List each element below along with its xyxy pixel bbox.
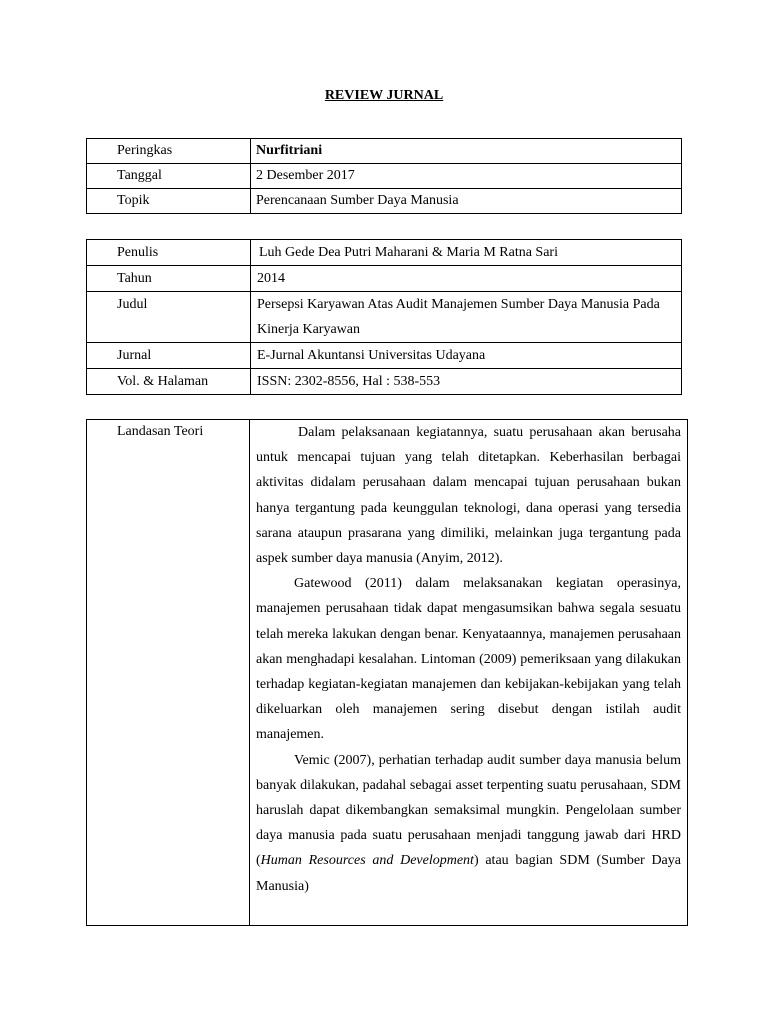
table-row <box>87 420 688 926</box>
table-row <box>87 139 682 164</box>
field-label-tanggal: Tanggal <box>87 164 251 189</box>
field-label-tahun: Tahun <box>87 266 251 292</box>
field-value-vol-halaman: ISSN: 2302-8556, Hal : 538-553 <box>251 369 682 395</box>
review-paragraph: Dalam pelaksanaan kegiatannya, suatu perusahaan akan berusaha untuk mencapai tujuan yang telah ditetapkan. Keberhasilan berbagai aktivitas didalam perusahaan dalam mencapai tujuan perusahaan bukan hanya tergantung pada keunggulan teknologi, dana operasi yang tersedia sarana ataupun prasarana yang dimiliki, melainkan juga tergantung pada aspek sumber daya manusia (Anyim, 2012). <box>256 425 681 567</box>
review-paragraph-text: ) atau bagian SDM (Sumber Daya Manusia) <box>256 853 681 894</box>
field-value-tanggal: 2 Desember 2017 <box>251 164 682 189</box>
summary-table <box>86 138 682 214</box>
table-row <box>87 266 682 292</box>
review-body <box>250 420 688 926</box>
field-label-topik: Topik <box>87 189 251 214</box>
review-paragraph-text: Vemic (2007), perhatian terhadap audit sumber daya manusia belum banyak dilakukan, padahal sebagai asset terpenting suatu perusahaan, SDM haruslah dapat dikembangkan semaksimal mungkin. Pengelolaan sumber daya manusia pada suatu perusahaan menjadi tanggung jawab dari HRD ( <box>256 752 681 869</box>
field-label-peringkas: Peringkas <box>87 139 251 164</box>
table-row <box>87 189 682 214</box>
field-value-judul: Persepsi Karyawan Atas Audit Manajemen Sumber Daya Manusia Pada Kinerja Karyawan <box>251 292 682 343</box>
table-row <box>87 164 682 189</box>
field-label-penulis: Penulis <box>87 240 251 266</box>
field-label-vol-halaman: Vol. & Halaman <box>87 369 251 395</box>
field-label-judul: Judul <box>87 292 251 343</box>
field-label-jurnal: Jurnal <box>87 343 251 369</box>
review-paragraph-italic-term: Human Resources and Development <box>260 853 474 869</box>
review-paragraph: Gatewood (2011) dalam melaksanakan kegiatan operasinya, manajemen perusahaan tidak dapat mengasumsikan bahwa segala sesuatu telah mereka lakukan dengan benar. Kenyataannya, manajemen perusahaan akan menghadapi kesalahan. Lintoman (2009) pemeriksaan yang dilakukan terhadap kegiatan-kegiatan manajemen dan kebijakan-kebijakan yang telah dikeluarkan oleh manajemen sering disebut dengan istilah audit manajemen. <box>256 576 681 743</box>
journal-info-table <box>86 239 682 395</box>
table-row <box>87 240 682 266</box>
field-value-topik: Perencanaan Sumber Daya Manusia <box>251 189 682 214</box>
table-row <box>87 369 682 395</box>
field-value-penulis: Luh Gede Dea Putri Maharani & Maria M Ratna Sari <box>251 240 682 266</box>
field-value-jurnal: E-Jurnal Akuntansi Universitas Udayana <box>251 343 682 369</box>
review-paragraph <box>256 748 681 899</box>
table-row <box>87 343 682 369</box>
table-row <box>87 292 682 343</box>
field-value-peringkas: Nurfitriani <box>251 139 682 164</box>
field-value-tahun: 2014 <box>251 266 682 292</box>
page-title: REVIEW JURNAL <box>324 88 444 103</box>
review-section-label: Landasan Teori <box>87 420 250 926</box>
review-table <box>86 419 688 926</box>
